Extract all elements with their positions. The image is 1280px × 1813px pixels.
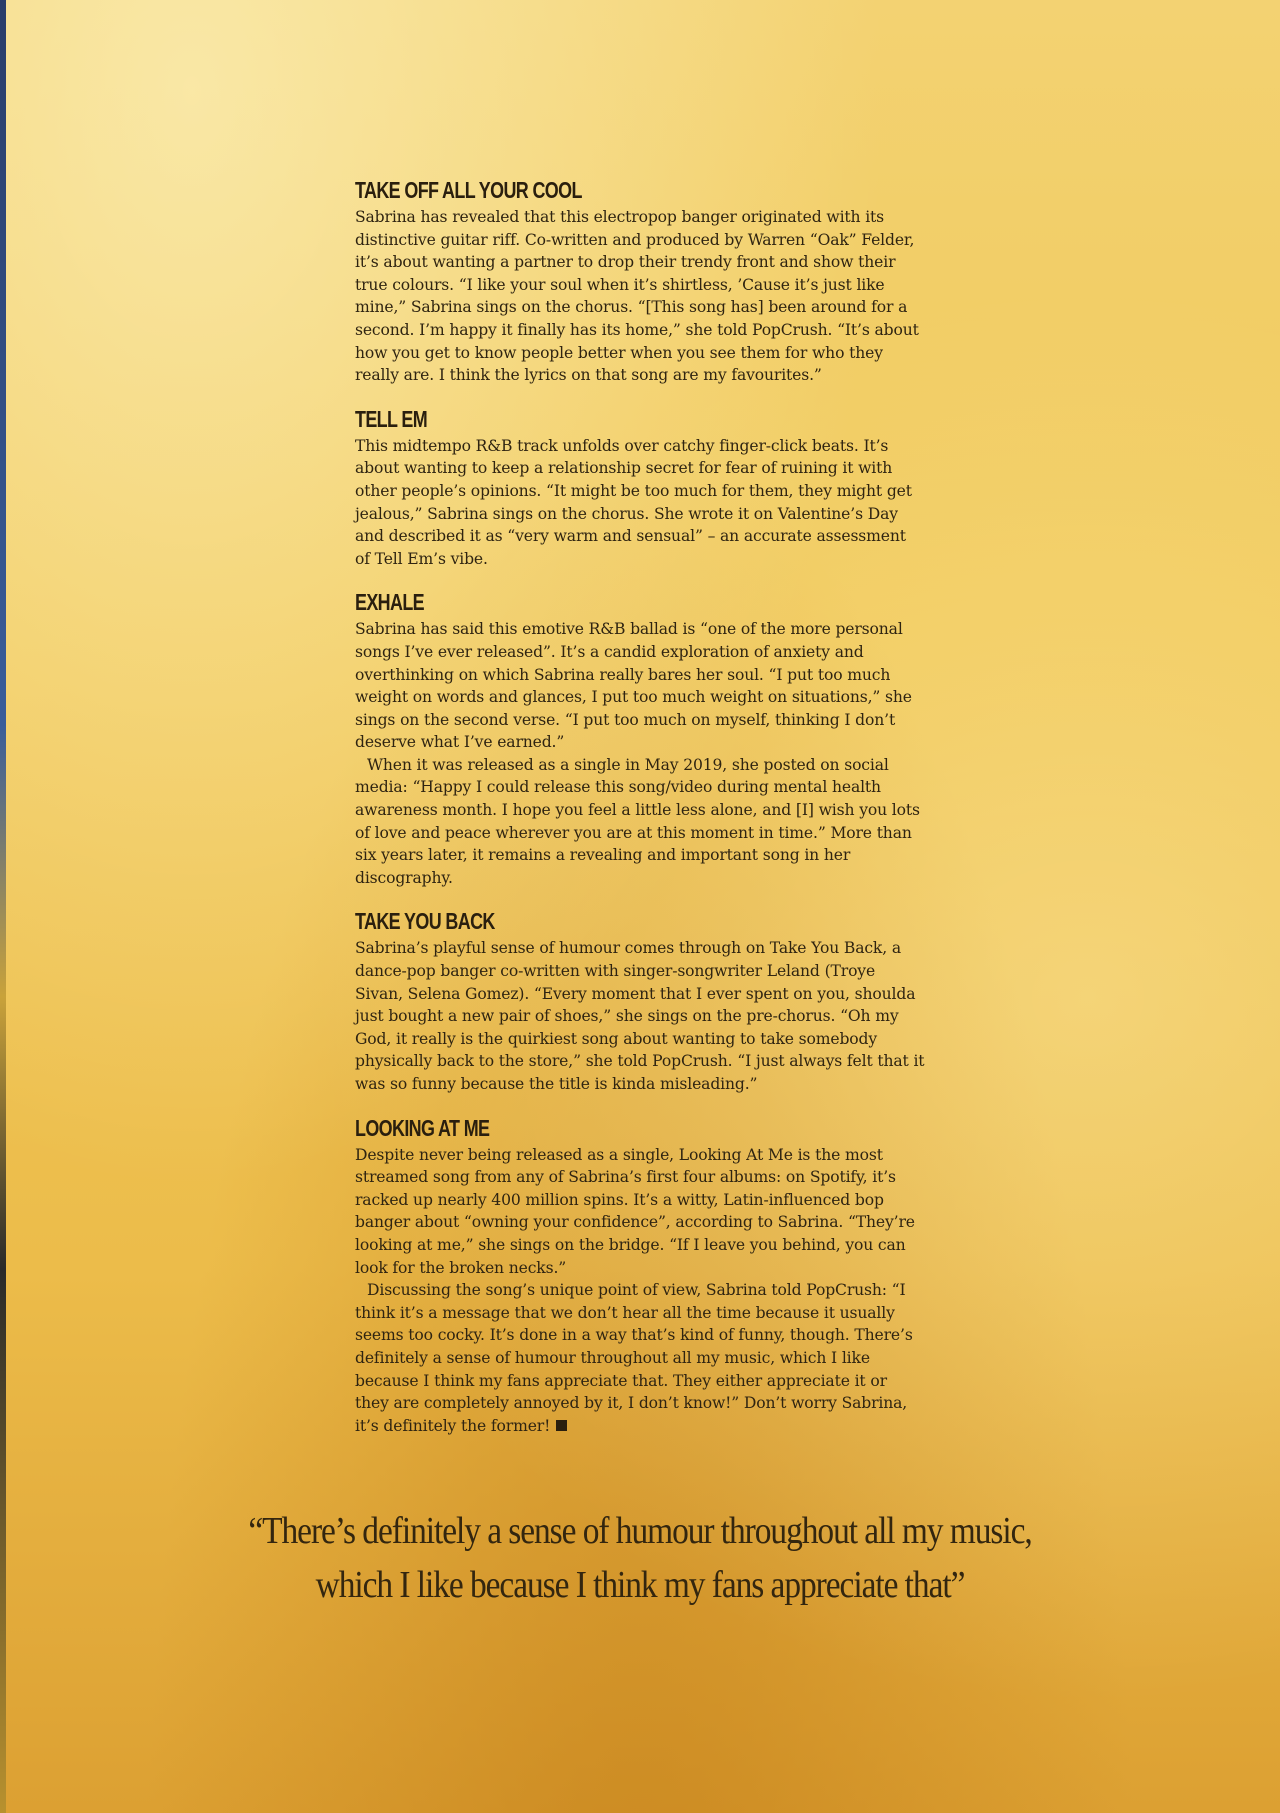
pull-quote: “There’s definitely a sense of humour throughout all my music, which I like because I think my fans appreciate that”: [248, 1510, 1032, 1606]
section-heading: EXHALE: [355, 589, 425, 616]
section-looking-at-me: [355, 1114, 925, 1438]
end-of-article-mark: [556, 1420, 567, 1431]
section-heading: TAKE OFF ALL YOUR COOL: [355, 177, 582, 203]
section-paragraph: This midtempo R&B track unfolds over catchy finger-click beats. It’s about wanting to keep a relationship secret for fear of ruining it with other people’s opinions. “It might be too much for them, they might get jealous,” Sabrina sings on the chorus. She wrote it on Valentine’s Day and described it as “very warm and sensual” – an accurate assessment of Tell Em’s vibe.: [355, 436, 912, 568]
section-heading: TELL EM: [355, 405, 428, 432]
section-paragraph: Sabrina’s playful sense of humour comes through on Take You Back, a dance-pop banger co-written with singer-songwriter Leland (Troye Sivan, Selena Gomez). “Every moment that I ever spent on you, shoulda just bought a new pair of shoes,” she sings on the pre-chorus. “Oh my God, it really is the quirkiest song about wanting to take somebody physically back to the store,” she told PopCrush. “I just always felt that it was so funny because the title is kinda misleading.”: [355, 939, 925, 1093]
section-paragraph: When it was released as a single in May 2019, she posted on social media: “Happy I could release this song/video during mental health awareness month. I hope you feel a little less alone, and [I] wish you lots of love and peace wherever you are at this moment in time.” More than six years later, it remains a revealing and important song in her discography.: [355, 755, 920, 887]
section-paragraph-final: [355, 1279, 925, 1437]
section-paragraph: Sabrina has said this emotive R&B ballad is “one of the more personal songs I’ve ever released”. It’s a candid exploration of anxiety and overthinking on which Sabrina really bares her soul. “I put too much weight on words and glances, I put too much weight on situations,” she sings on the second verse. “I put too much on myself, thinking I don’t deserve what I’ve earned.”: [355, 620, 912, 752]
section-tell-em: [355, 405, 925, 571]
left-edge-strip: [0, 0, 6, 1813]
section-take-off-all-your-cool: [355, 176, 925, 387]
section-paragraph: Sabrina has revealed that this electropop banger originated with its distinctive guitar riff. Co-written and produced by Warren “Oak” Felder, it’s about wanting a partner to drop their trendy front and show their true colours. “I like your soul when it’s shirtless, ’Cause it’s just like mine,” Sabrina sings on the chorus. “[This song has] been around for a second. I’m happy it finally has its home,” she told PopCrush. “It’s about how you get to know people better when you see them for who they really are. I think the lyrics on that song are my favourites.”: [355, 208, 919, 385]
section-heading: LOOKING AT ME: [355, 1114, 490, 1141]
final-paragraph-text: Discussing the song’s unique point of view, Sabrina told PopCrush: “I think it’s a message that we don’t hear all the time because it usually seems too cocky. It’s done in a way that’s kind of funny, though. There’s definitely a sense of humour throughout all my music, which I like because I think my fans appreciate that. They either appreciate it or they are completely annoyed by it, I don’t know!” Don’t worry Sabrina, it’s definitely the former!: [355, 1281, 913, 1435]
section-paragraph: Despite never being released as a single, Looking At Me is the most streamed song from any of Sabrina’s first four albums: on Spotify, it’s racked up nearly 400 million spins. It’s a witty, Latin-influenced bop banger about “owning your confidence”, according to Sabrina. “They’re looking at me,” she sings on the bridge. “If I leave you behind, you can look for the broken necks.”: [355, 1145, 915, 1277]
article-column: [355, 176, 925, 1455]
section-exhale: [355, 588, 925, 889]
section-take-you-back: [355, 907, 925, 1095]
section-heading: TAKE YOU BACK: [355, 908, 495, 935]
